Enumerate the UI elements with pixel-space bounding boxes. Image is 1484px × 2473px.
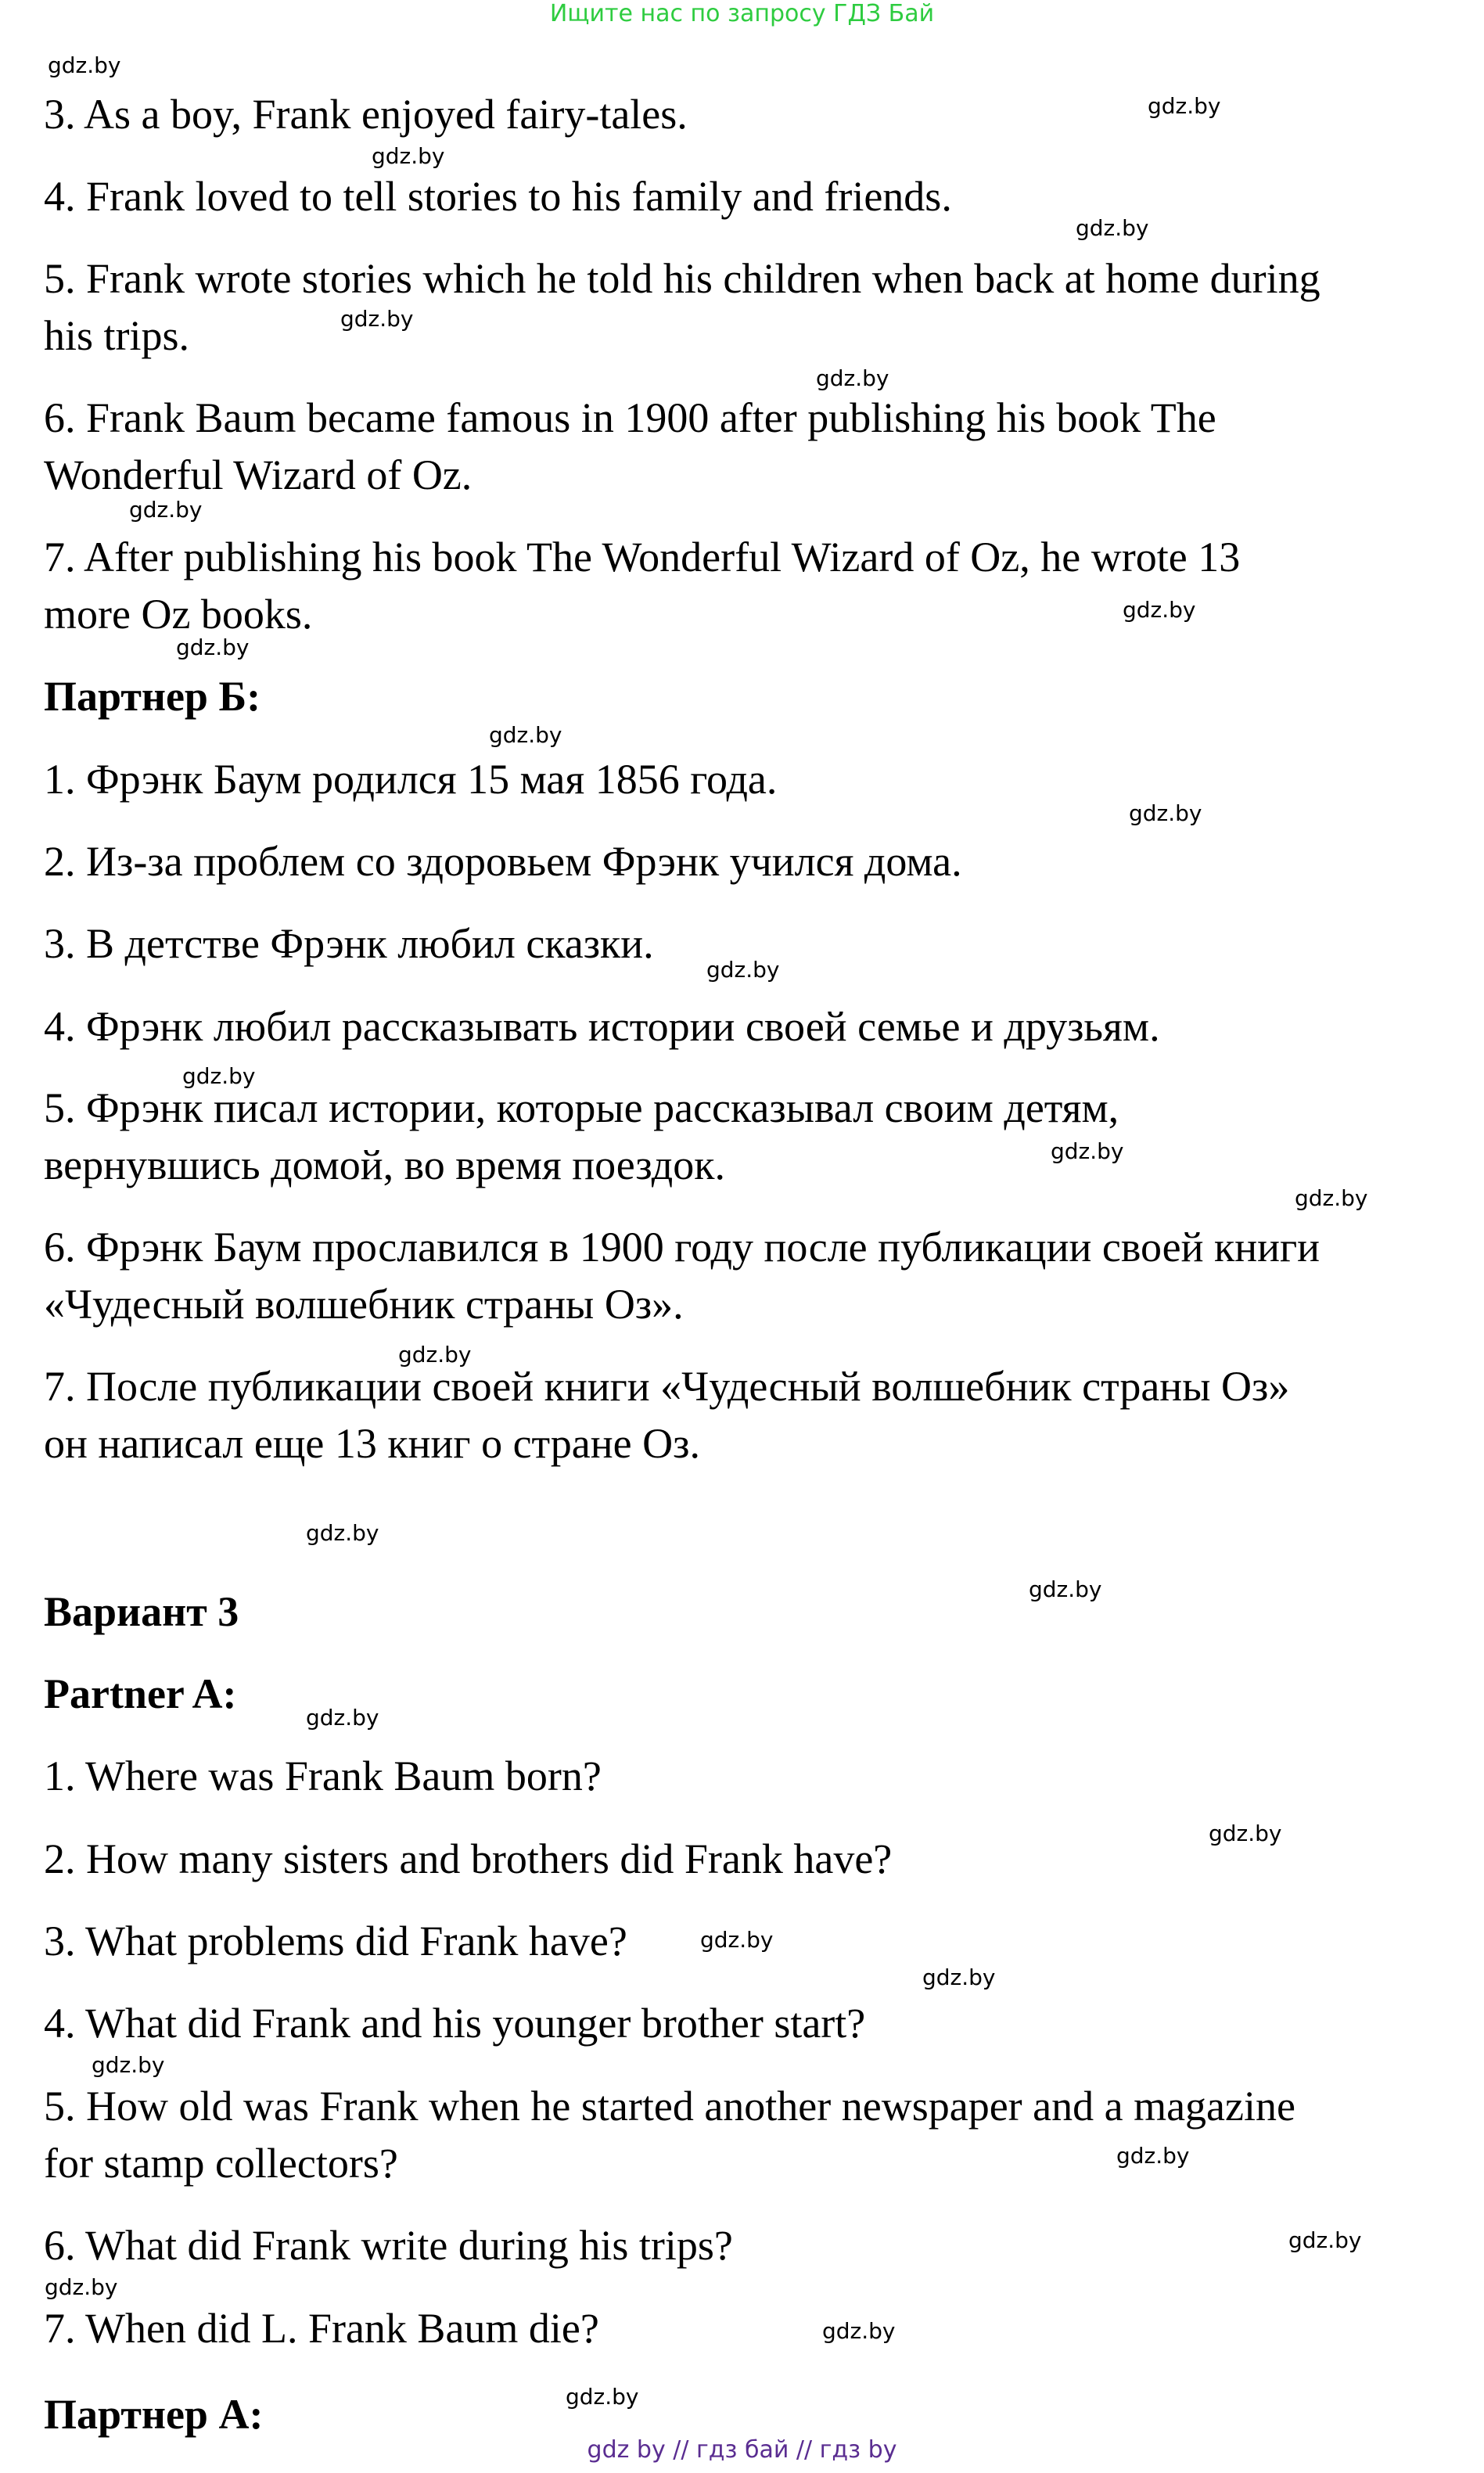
- question-line: 1. Where was Frank Baum born?: [44, 1752, 602, 1799]
- watermark: gdz.by: [1076, 215, 1149, 241]
- answer-line: 5. Frank wrote stories which he told his children when back at home during: [44, 255, 1321, 302]
- answer-line: Wonderful Wizard of Oz.: [44, 451, 473, 498]
- watermark: gdz.by: [816, 365, 889, 391]
- partner-a-ru-heading: Партнер А:: [44, 2391, 264, 2438]
- answer-line: 7. После публикации своей книги «Чудесный волшебник страны Оз»: [44, 1363, 1290, 1410]
- watermark: gdz.by: [1051, 1138, 1124, 1164]
- watermark: gdz.by: [398, 1342, 472, 1368]
- watermark: gdz.by: [706, 957, 780, 983]
- answer-line: 5. Фрэнк писал истории, которые рассказывал своим детям,: [44, 1084, 1119, 1131]
- watermark: gdz.by: [1116, 2143, 1190, 2169]
- answer-line: 4. Frank loved to tell stories to his family and friends.: [44, 173, 952, 220]
- variant-heading: Вариант 3: [44, 1588, 239, 1635]
- watermark: gdz.by: [48, 52, 121, 78]
- answer-line: 2. Из-за проблем со здоровьем Фрэнк учился дома.: [44, 838, 962, 885]
- watermark: gdz.by: [176, 634, 250, 660]
- watermark: gdz.by: [340, 306, 414, 332]
- watermark: gdz.by: [1148, 93, 1221, 119]
- watermark: gdz.by: [822, 2318, 896, 2344]
- question-line: 4. What did Frank and his younger brother start?: [44, 2000, 866, 2047]
- watermark: gdz.by: [566, 2384, 639, 2410]
- watermark: gdz.by: [1123, 597, 1196, 623]
- watermark: gdz.by: [700, 1927, 774, 1953]
- question-line: 2. How many sisters and brothers did Frank have?: [44, 1835, 893, 1882]
- answer-line: 4. Фрэнк любил рассказывать истории своей семье и друзьям.: [44, 1003, 1160, 1050]
- watermark: gdz.by: [489, 722, 562, 748]
- answer-line: 1. Фрэнк Баум родился 15 мая 1856 года.: [44, 756, 778, 803]
- question-line: 5. How old was Frank when he started another newspaper and a magazine: [44, 2083, 1295, 2130]
- answer-line: 6. Frank Baum became famous in 1900 after publishing his book The: [44, 394, 1216, 441]
- partner-a-heading: Partner A:: [44, 1670, 237, 1717]
- answer-line: 6. Фрэнк Баум прославился в 1900 году после публикации своей книги: [44, 1224, 1321, 1271]
- watermark: gdz.by: [182, 1063, 256, 1089]
- watermark: gdz.by: [306, 1520, 379, 1546]
- watermark: gdz.by: [306, 1705, 379, 1731]
- header-banner: Ищите нас по запросу ГДЗ Бай: [549, 0, 935, 27]
- question-line: 3. What problems did Frank have?: [44, 1918, 627, 1964]
- watermark: gdz.by: [1209, 1821, 1282, 1846]
- watermark: gdz.by: [1295, 1185, 1368, 1211]
- watermark: gdz.by: [45, 2274, 118, 2300]
- watermark: gdz.by: [372, 143, 445, 169]
- answer-line: 7. After publishing his book The Wonderful Wizard of Oz, he wrote 13: [44, 534, 1241, 581]
- answer-line: он написал еще 13 книг о стране Оз.: [44, 1420, 700, 1467]
- answer-line: more Oz books.: [44, 591, 313, 638]
- question-line: for stamp collectors?: [44, 2140, 398, 2187]
- answer-line: 3. В детстве Фрэнк любил сказки.: [44, 920, 654, 967]
- watermark: gdz.by: [1029, 1576, 1102, 1602]
- question-line: 6. What did Frank write during his trips?: [44, 2222, 733, 2269]
- question-line: 7. When did L. Frank Baum die?: [44, 2305, 599, 2352]
- watermark: gdz.by: [92, 2052, 165, 2078]
- answer-line: his trips.: [44, 312, 190, 359]
- footer-links: gdz by // гдз бай // гдз by: [587, 2436, 897, 2464]
- watermark: gdz.by: [1288, 2227, 1362, 2253]
- watermark: gdz.by: [129, 497, 203, 523]
- answer-line: «Чудесный волшебник страны Оз».: [44, 1281, 684, 1328]
- watermark: gdz.by: [1129, 800, 1202, 826]
- partner-b-heading: Партнер Б:: [44, 673, 261, 720]
- answer-line: 3. As a boy, Frank enjoyed fairy-tales.: [44, 91, 688, 138]
- answer-line: вернувшись домой, во время поездок.: [44, 1141, 725, 1188]
- watermark: gdz.by: [922, 1964, 996, 1990]
